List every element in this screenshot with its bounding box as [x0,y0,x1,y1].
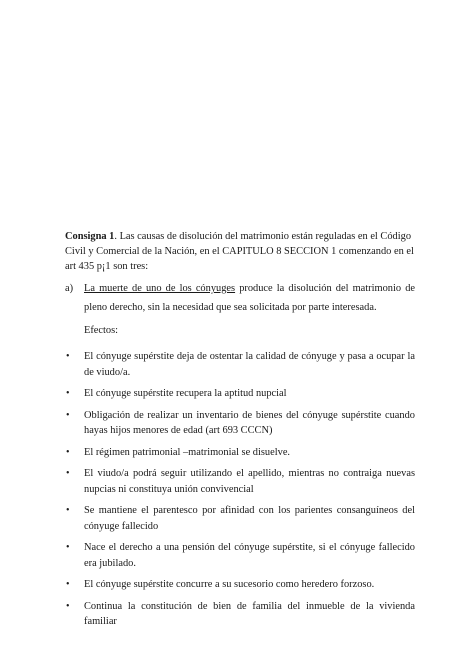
efectos-heading: Efectos: [84,325,119,336]
effect-item [65,577,415,593]
bullet-icon: • [66,351,70,362]
effect-item [65,466,415,497]
list-item-body [84,279,415,317]
bullet-icon: • [66,579,70,590]
effect-item [65,599,415,630]
effect-item [65,445,415,461]
list-marker: a) [65,283,74,294]
effects-list [65,349,415,636]
effect-text: El cónyuge supérstite concurre a su sucesorio como heredero forzoso. [84,579,375,590]
effect-text: Nace el derecho a una pensión del cónyuge supérstite, si el cónyuge fallecido era jubilado. [84,542,415,569]
effect-item [65,540,415,571]
effect-text: Obligación de realizar un inventario de bienes del cónyuge supérstite cuando hayas hijos menores de edad (art 693 CCCN) [84,409,415,436]
effect-text: El régimen patrimonial –matrimonial se disuelve. [84,446,291,458]
effect-item [65,408,415,439]
effect-text: El cónyuge supérstite deja de ostentar la calidad de cónyuge y pasa a ocupar la de viudo/a. [84,351,415,378]
effect-item [65,386,415,402]
effect-text: Continua la constitución de bien de familia del inmueble de la vivienda familiar [84,600,415,627]
bullet-icon: • [66,446,70,458]
effect-text: El viudo/a podrá seguir utilizando el apellido, mientras no contraiga nuevas nupcias ni constituya unión convivencial [84,468,415,495]
bullet-icon: • [66,468,70,479]
effect-text: El cónyuge supérstite recupera la aptitud nupcial [84,388,287,399]
consigna-text: . Las causas de disolución del matrimonio están reguladas en el Código Civil y Comercial de la Nación, en el CAPITULO 8 SECCION 1 comenzando en el art 435 p¡1 son tres: [65,231,414,272]
consigna-label: Consigna 1 [65,231,115,242]
bullet-icon: • [66,542,70,553]
bullet-icon: • [66,600,70,612]
bullet-icon: • [66,388,70,399]
effect-text: Se mantiene el parentesco por afinidad con los parientes consanguíneos del cónyuge fallecido [84,505,415,532]
list-item-a [65,279,415,317]
list-item-text: produce la disolución del matrimonio de pleno derecho, sin la necesidad que sea solicitada por parte interesada. [84,283,416,313]
underlined-phrase: La muerte de uno de los cónyuges [84,283,236,294]
bullet-icon: • [66,505,70,516]
effect-item [65,349,415,380]
consigna-paragraph [65,229,415,274]
effect-item [65,503,415,534]
bullet-icon: • [66,409,70,421]
